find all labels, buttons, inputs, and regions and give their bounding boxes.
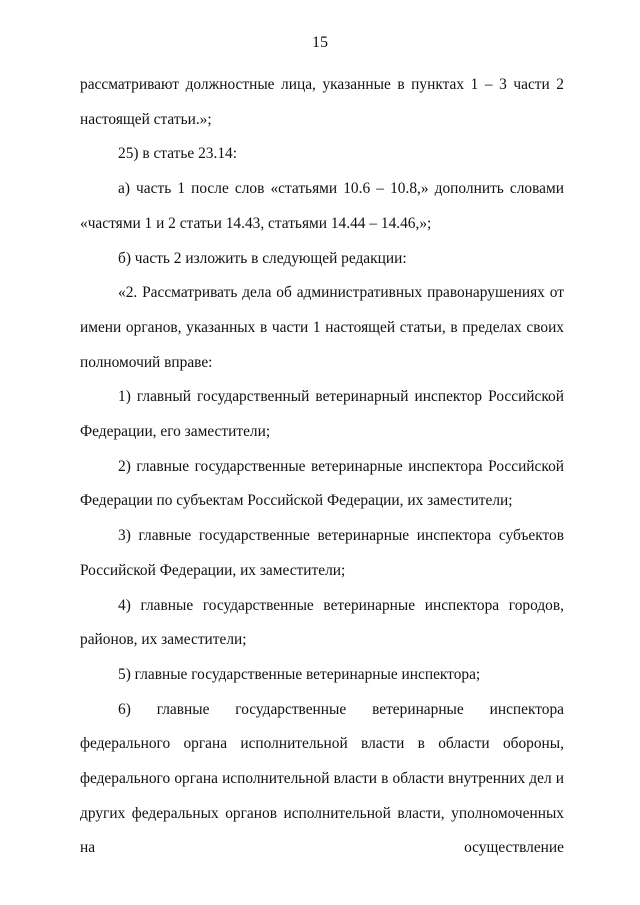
paragraph: а) часть 1 после слов «статьями 10.6 – 10.8,» дополнить словами «частями 1 и 2 статьи 14.43, статьями 14.44 – 14.46,»; [80, 180, 564, 232]
paragraph: рассматривают должностные лица, указанные в пунктах 1 – 3 части 2 настоящей статьи.»; [80, 76, 564, 128]
list-item: 5) главные государственные ветеринарные инспектора; [118, 665, 481, 683]
list-item: 4) главные государственные ветеринарные инспектора городов, районов, их заместители; [80, 596, 564, 649]
page-number: 15 [312, 34, 328, 51]
paragraph: «2. Рассматривать дела об административных правонарушениях от имени органов, указанных в части 1 настоящей статьи, в пределах своих полномочий вправе: [80, 284, 564, 371]
list-item: 3) главные государственные ветеринарные инспектора субъектов Российской Федерации, их заместители; [80, 527, 564, 579]
list-item: 6) главные государственные ветеринарные инспектора федерального органа исполнительной власти в области обороны, федерального органа исполнительной власти в области внутренних дел и других федеральных органов исполнительной власти, уполномоченных на осуществление [80, 700, 564, 857]
document-body [80, 68, 564, 866]
paragraph: б) часть 2 изложить в следующей редакции: [118, 249, 407, 267]
paragraph: 25) в статье 23.14: [118, 145, 237, 163]
list-item: 2) главные государственные ветеринарные инспектора Российской Федерации по субъектам Российской Федерации, их заместители; [80, 457, 564, 510]
list-item: 1) главный государственный ветеринарный инспектор Российской Федерации, его заместители; [80, 388, 564, 441]
